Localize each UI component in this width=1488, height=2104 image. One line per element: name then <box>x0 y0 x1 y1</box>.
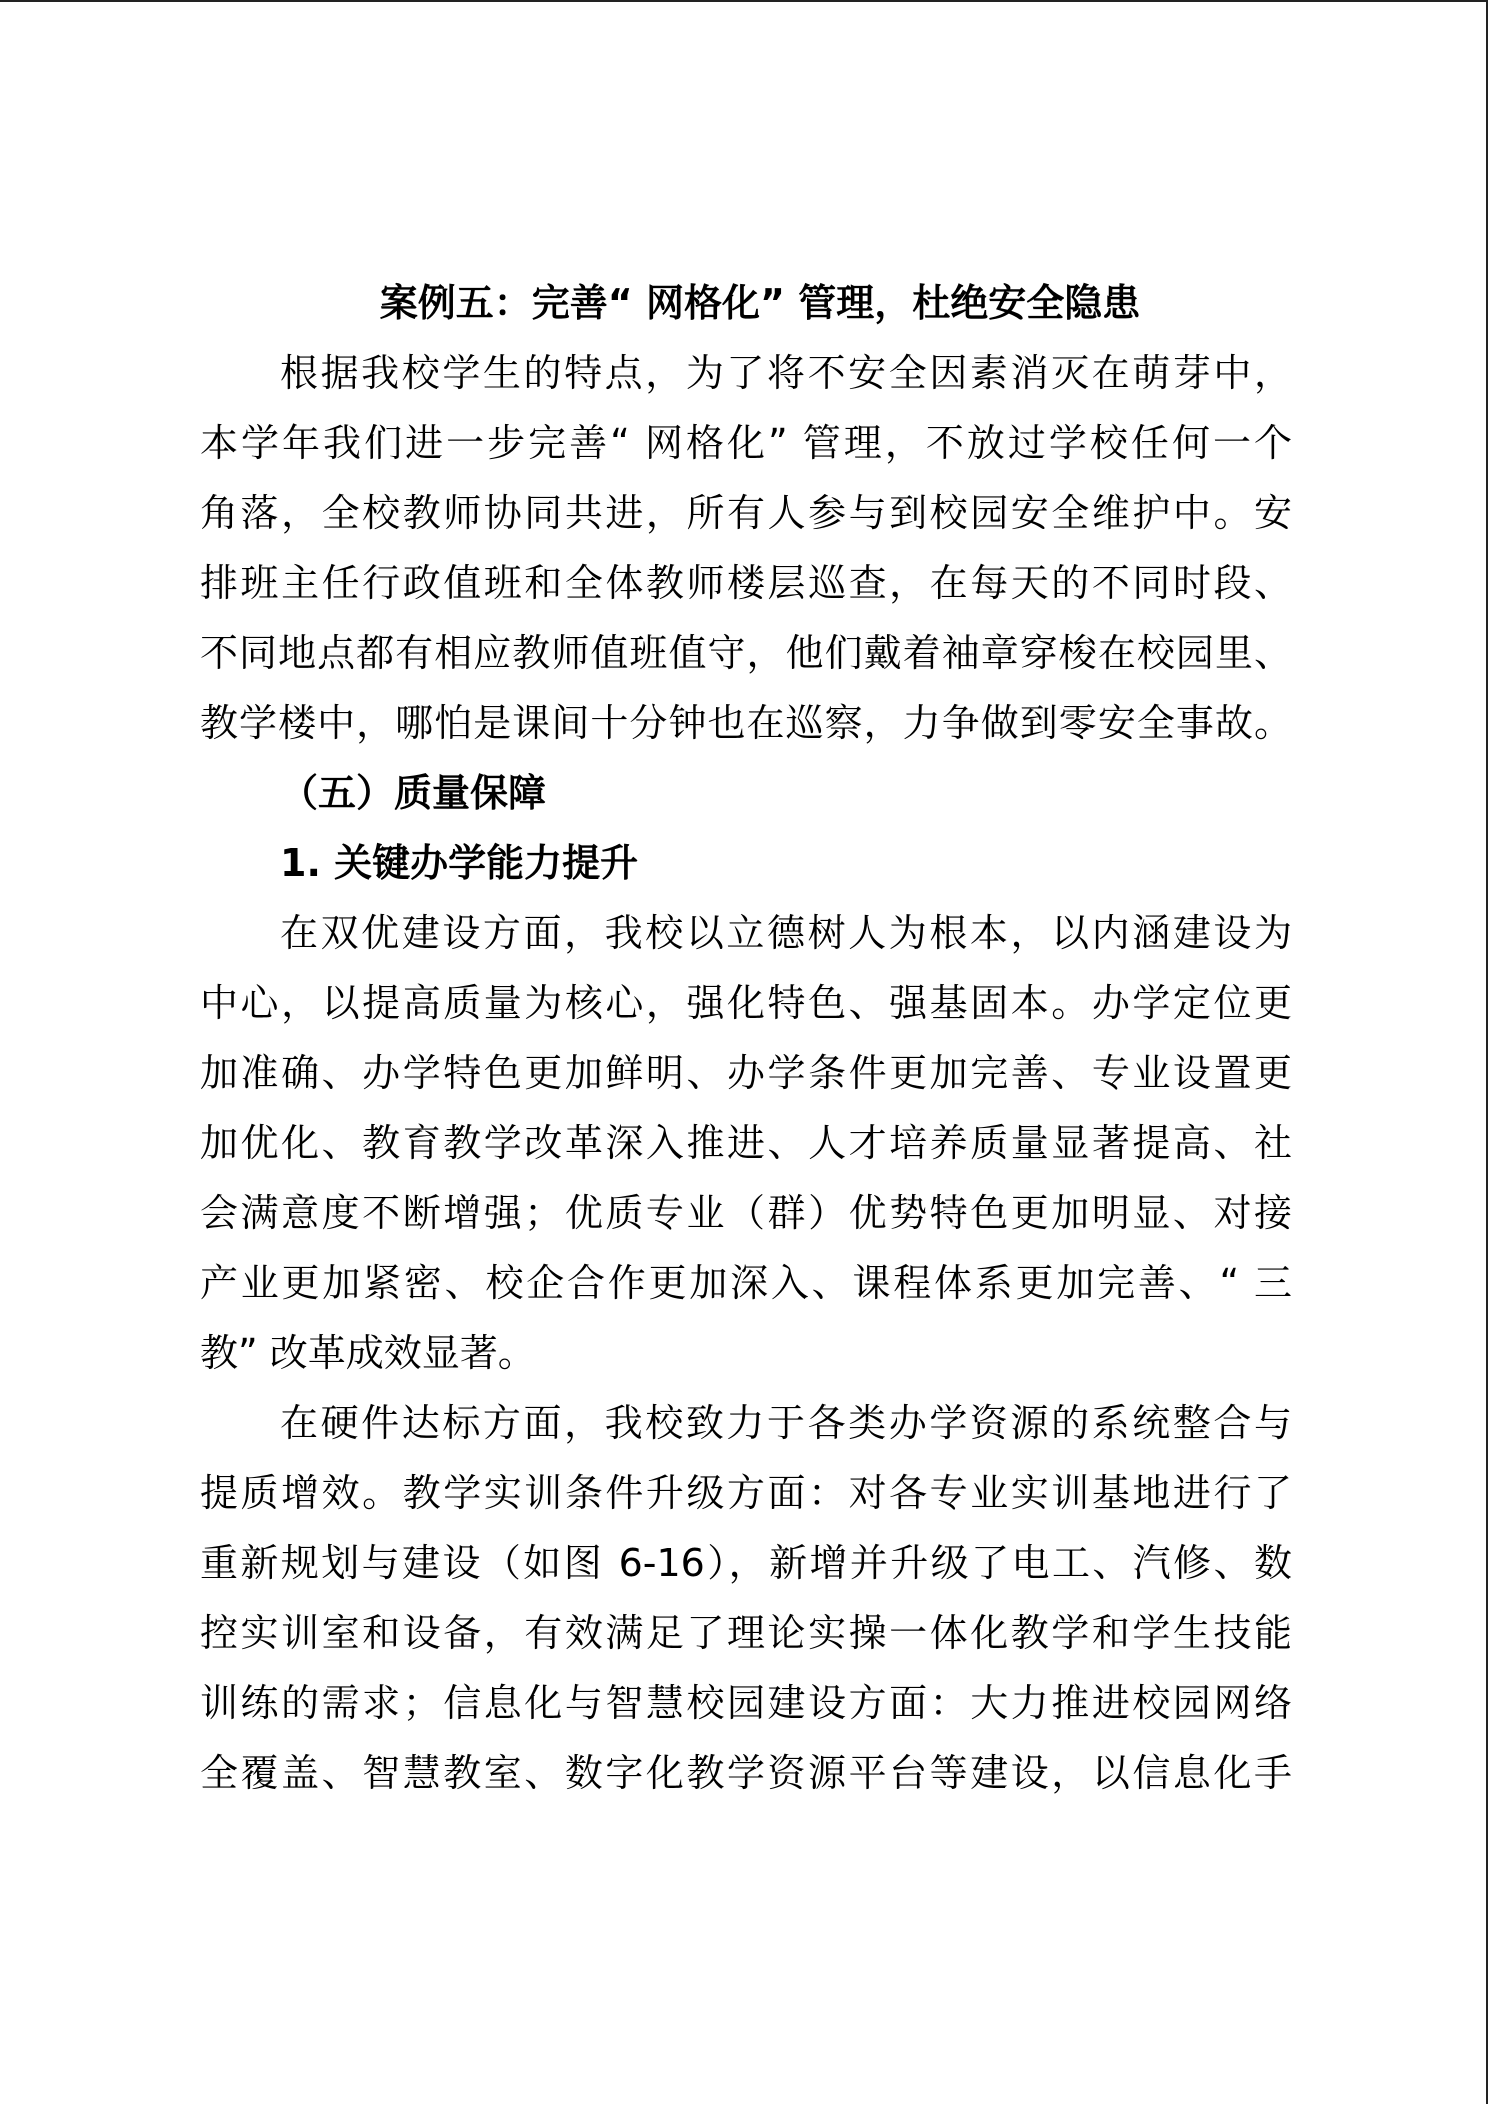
paragraph-line: 产业更加紧密、校企合作更加深入、课程体系更加完善、“ 三 <box>200 1261 1292 1305</box>
case-line: 排班主任行政值班和全体教师楼层巡查，在每天的不同时段、 <box>200 561 1292 605</box>
paragraph-line: 全覆盖、智慧教室、数字化教学资源平台等建设，以信息化手 <box>200 1751 1292 1795</box>
paragraph-line: 在硬件达标方面，我校致力于各类办学资源的系统整合与 <box>280 1401 1292 1445</box>
document-page <box>200 268 1292 1808</box>
case-line: 根据我校学生的特点，为了将不安全因素消灭在萌芽中， <box>280 351 1292 395</box>
paragraph-line: 会满意度不断增强；优质专业（群）优势特色更加明显、对接 <box>200 1191 1292 1235</box>
paragraph-line: 加优化、教育教学改革深入推进、人才培养质量显著提高、社 <box>200 1121 1292 1165</box>
case-title: 案例五：完善“ 网格化” 管理，杜绝安全隐患 <box>379 281 1141 325</box>
paragraph-line: 重新规划与建设（如图 6-16），新增并升级了电工、汽修、数 <box>200 1541 1292 1585</box>
paragraph-line: 提质增效。教学实训条件升级方面：对各专业实训基地进行了 <box>200 1471 1292 1515</box>
case-paragraph <box>200 338 1292 758</box>
paragraph-line: 训练的需求；信息化与智慧校园建设方面：大力推进校园网络 <box>200 1681 1292 1725</box>
subsection-heading: 1. 关键办学能力提升 <box>280 841 639 885</box>
page-top-border <box>0 0 1488 2</box>
case-line: 角落，全校教师协同共进，所有人参与到校园安全维护中。安 <box>200 491 1292 535</box>
case-line: 本学年我们进一步完善“ 网格化” 管理，不放过学校任何一个 <box>200 421 1292 465</box>
paragraph-line: 加准确、办学特色更加鲜明、办学条件更加完善、专业设置更 <box>200 1051 1292 1095</box>
paragraph-line: 在双优建设方面，我校以立德树人为根本，以内涵建设为 <box>280 911 1292 955</box>
case-line: 不同地点都有相应教师值班值守，他们戴着袖章穿梭在校园里、 <box>200 631 1292 675</box>
paragraph-line: 教” 改革成效显著。 <box>200 1331 536 1375</box>
paragraph-line: 控实训室和设备，有效满足了理论实操一体化教学和学生技能 <box>200 1611 1292 1655</box>
case-line: 教学楼中，哪怕是课间十分钟也在巡察，力争做到零安全事故。 <box>200 701 1292 745</box>
paragraph-double-excellence <box>200 898 1292 1388</box>
section-heading: （五）质量保障 <box>280 771 547 815</box>
paragraph-hardware <box>200 1388 1292 1808</box>
paragraph-line: 中心，以提高质量为核心，强化特色、强基固本。办学定位更 <box>200 981 1292 1025</box>
